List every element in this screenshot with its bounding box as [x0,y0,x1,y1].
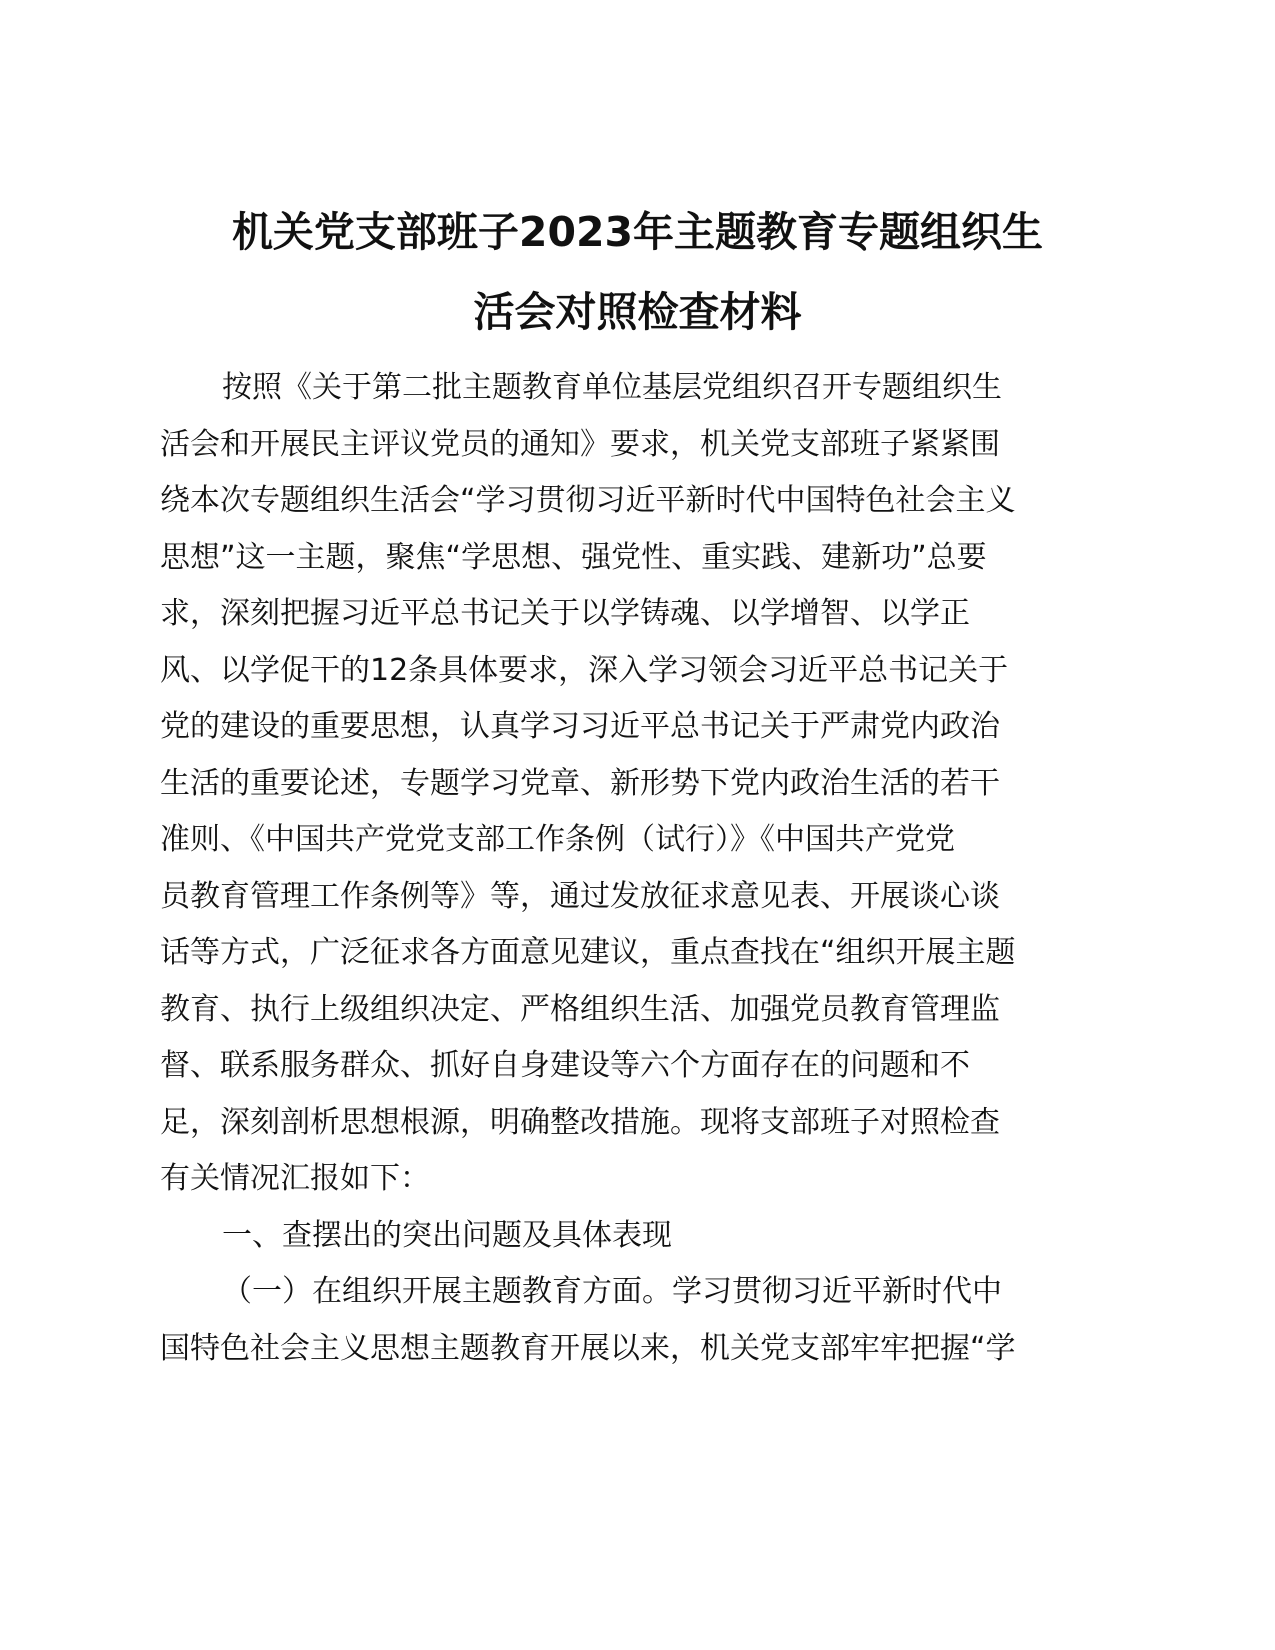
document-body [160,360,1120,1377]
paragraph-line: 按照《关于第二批主题教育单位基层党组织召开专题组织生 [222,370,1002,405]
paragraph-line: 求，深刻把握习近平总书记关于以学铸魂、以学增智、以学正 [160,596,970,631]
paragraph-line: 生活的重要论述，专题学习党章、新形势下党内政治生活的若干 [160,765,1000,801]
paragraph-line: 活会和开展民主评议党员的通知》要求，机关党支部班子紧紧围 [160,426,1000,462]
paragraph-line: 国特色社会主义思想主题教育开展以来，机关党支部牢牢把握“学 [160,1330,1016,1366]
paragraph-line: 督、联系服务群众、抓好自身建设等六个方面存在的问题和不 [160,1048,970,1083]
paragraph-line: 思想”这一主题，聚焦“学思想、强党性、重实践、建新功”总要 [160,539,987,575]
title-line-2: 活会对照检查材料 [473,288,802,336]
paragraph-line: 党的建设的重要思想，认真学习习近平总书记关于严肃党内政治 [160,709,1000,744]
paragraph-line: 教育、执行上级组织决定、严格组织生活、加强党员教育管理监 [160,991,1000,1027]
paragraph-line: 员教育管理工作条例等》等，通过发放征求意见表、开展谈心谈 [160,878,1000,914]
paragraph-line: 准则、《中国共产党党支部工作条例（试行）》《中国共产党党 [160,822,955,857]
paragraph-line: 有关情况汇报如下： [160,1161,430,1196]
paragraph-line: 绕本次专题组织生活会“学习贯彻习近平新时代中国特色社会主义 [160,483,1016,518]
section-heading: 一、查摆出的突出问题及具体表现 [222,1217,672,1253]
document-title [160,192,1115,352]
paragraph-line: 风、以学促干的12条具体要求，深入学习领会习近平总书记关于 [160,652,1009,688]
paragraph-line: 足，深刻剖析思想根源，明确整改措施。现将支部班子对照检查 [160,1104,1000,1140]
paragraph-line: （一）在组织开展主题教育方面。学习贯彻习近平新时代中 [222,1274,1002,1309]
title-line-1: 机关党支部班子2023年主题教育专题组织生 [231,208,1044,256]
paragraph-line: 话等方式，广泛征求各方面意见建议，重点查找在“组织开展主题 [160,935,1016,970]
